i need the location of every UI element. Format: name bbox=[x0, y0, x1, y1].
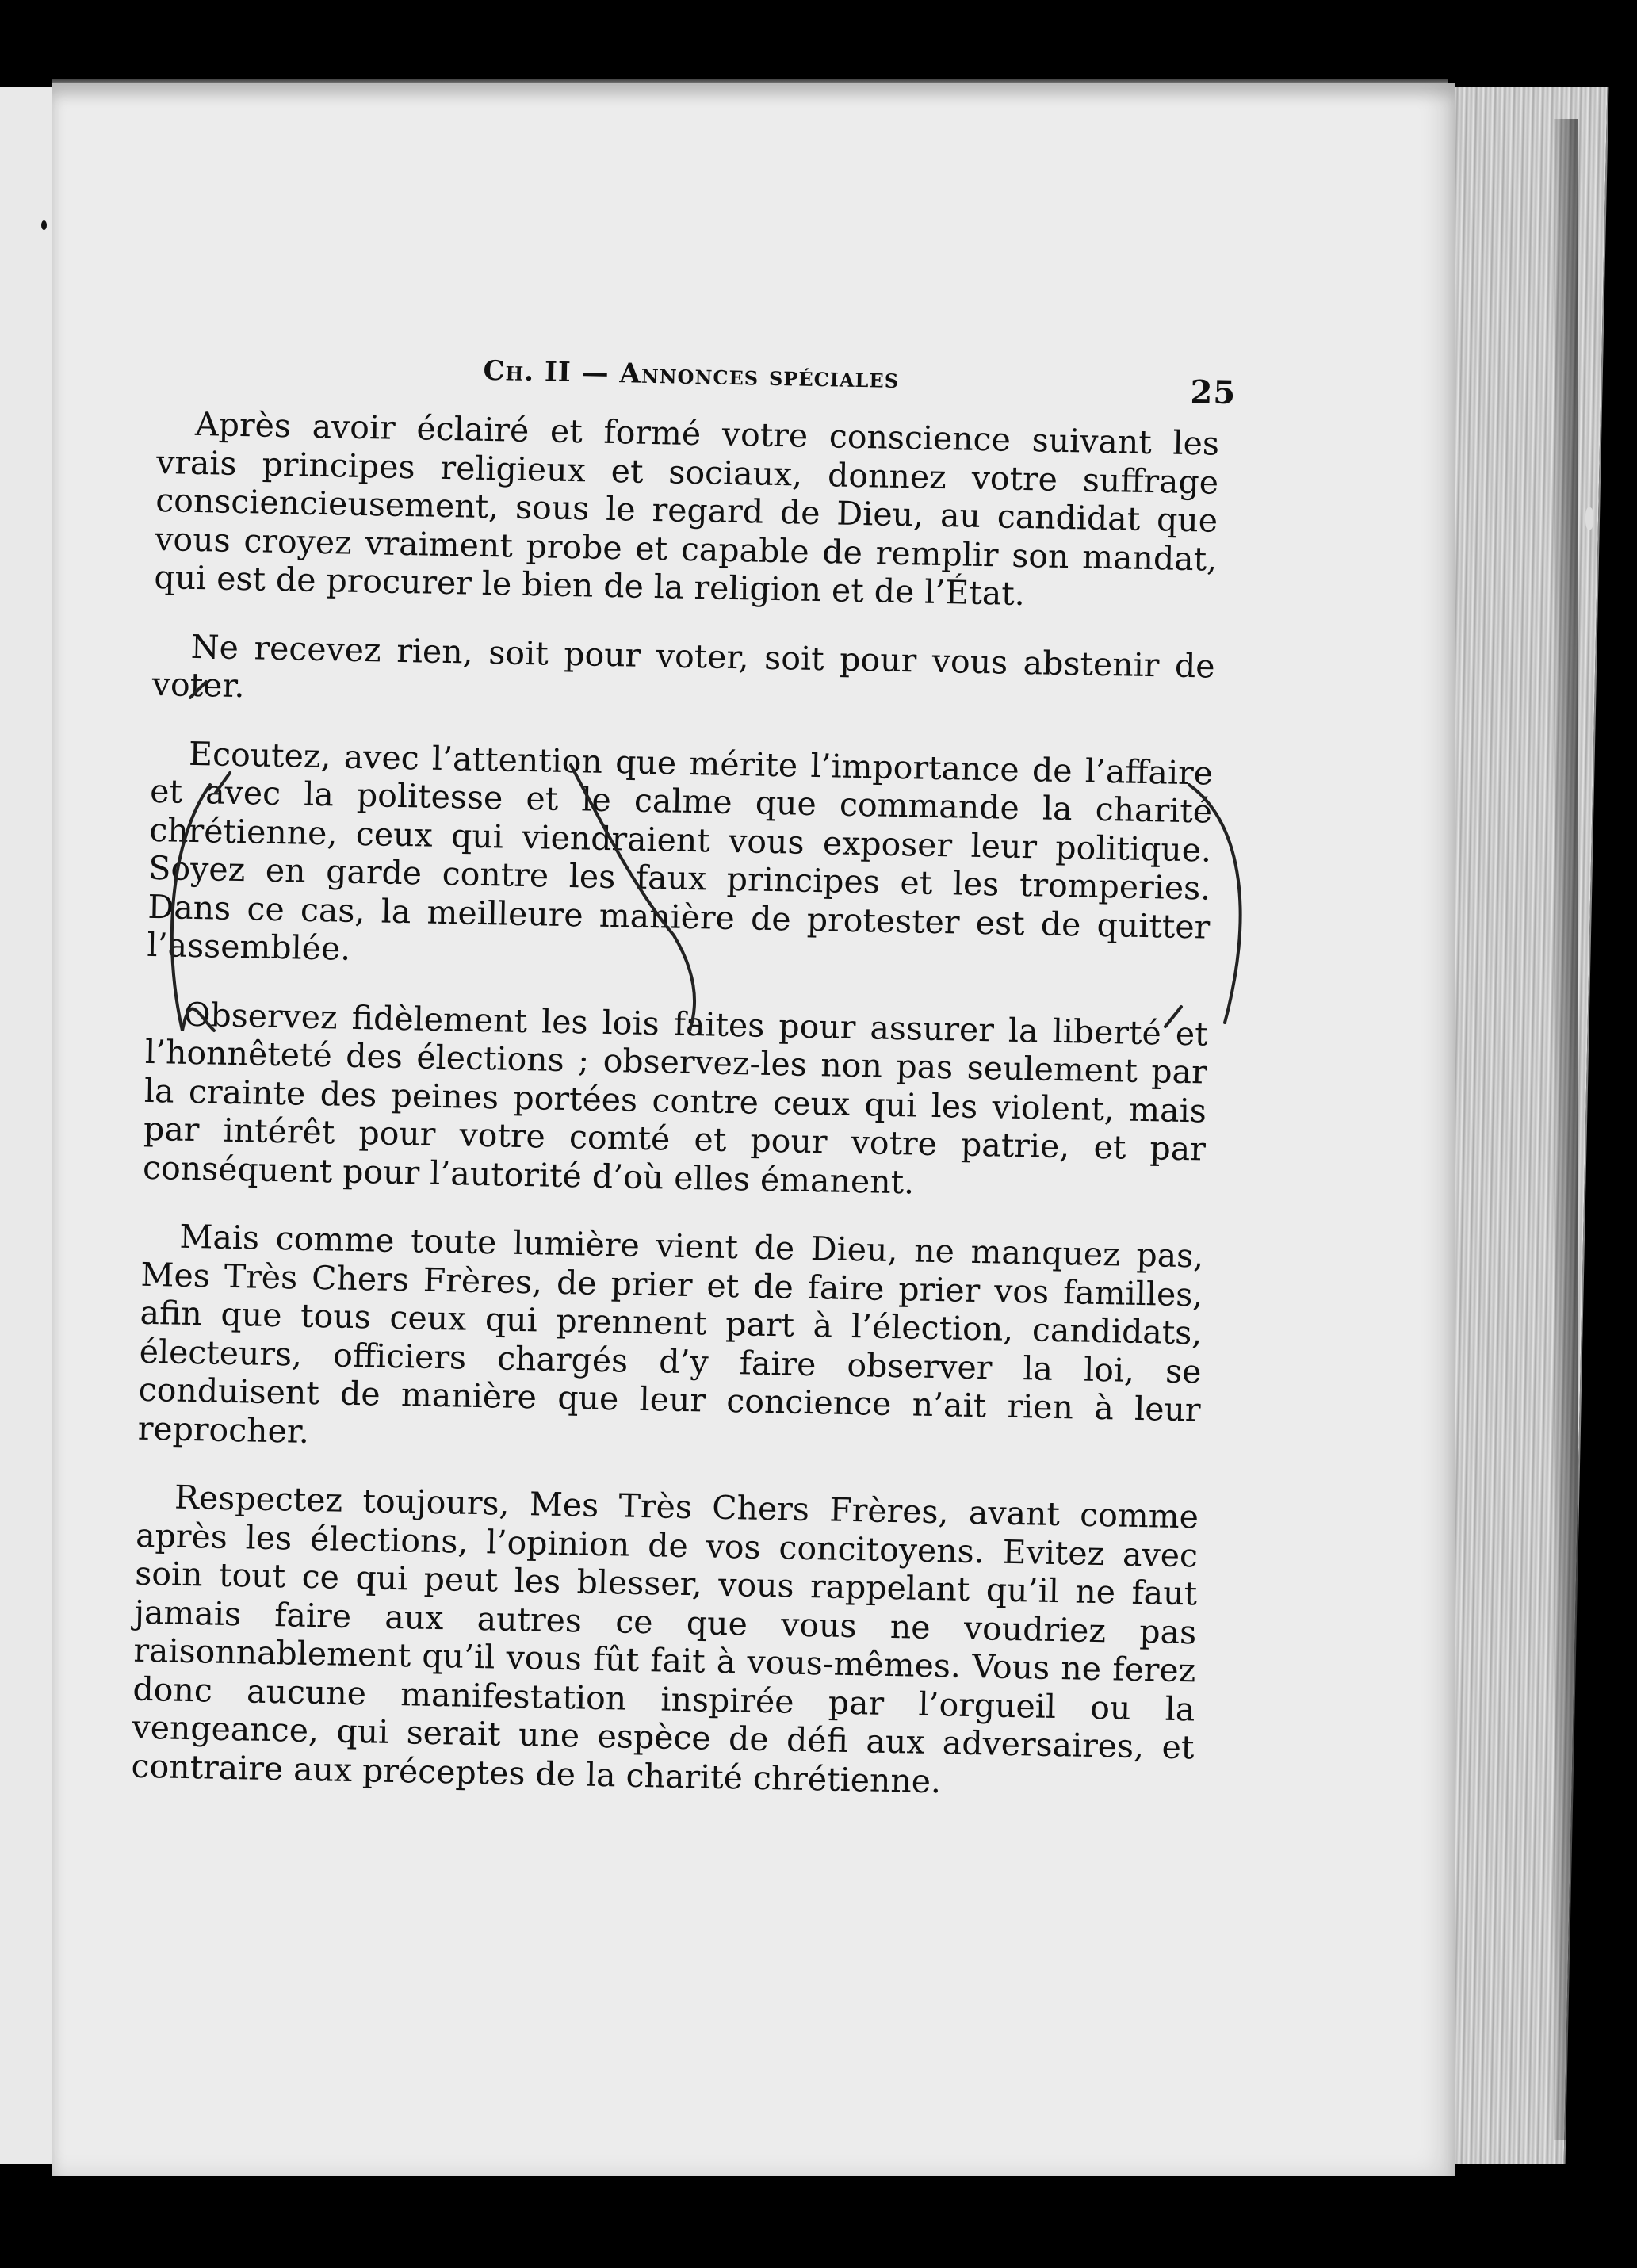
paragraph-2: Ne recevez rien, soit pour voter, soit pour vous abstenir de voter. bbox=[151, 627, 1216, 706]
paragraph-6: Respectez toujours, Mes Très Chers Frères, avant comme après les élections, l’opinion de vos concitoyens. Evitez avec soin tout ce qui peut les blesser, vous rappelant qu’il ne faut jamais faire aux autres ce que vous ne voudriez pas raisonnablement qu’il vous fût fait à vous-mêmes. Vous ne ferez donc aucune manifestation inspirée par l’orgueil ou la vengeance, qui serait une espèce de défi aux adversaires, et contraire aux préceptes de la charité chrétienne. bbox=[131, 1478, 1199, 1800]
page-block-shadow bbox=[1554, 119, 1578, 2140]
paragraph-1: Après avoir éclairé et formé votre conscience suivant les vrais principes religieux et sociaux, donnez votre suffrage consciencieusement, sous le regard de Dieu, au candidat que vous croyez vraiment probe et capable de remplir son mandat, qui est de procurer le bien de la religion et de l’État. bbox=[154, 404, 1220, 614]
page-content bbox=[130, 349, 1237, 1835]
paragraph-3: Ecoutez, avec l’attention que mérite l’importance de l’affaire et avec la politesse et le calme que commande la charité chrétienne, ceux qui viendraient vous exposer leur politique. Soyez en garde contre les faux principes et les tromperies. Dans ce cas, la meilleure manière de protester est de quitter l’assemblée. bbox=[147, 734, 1214, 968]
paragraph-4: Observez fidèlement les lois faites pour assurer la liberté et l’honnêteté des élections ; observez-les non pas seulement par la crainte des peines portées contre ceux qui les violent, mais par intérêt pour votre comté et pour votre patrie, et par conséquent pour l’autorité d’où elles émanent. bbox=[142, 995, 1209, 1201]
margin-speck bbox=[41, 220, 47, 230]
paragraph-5: Mais comme toute lumière vient de Dieu, ne manquez pas, Mes Très Chers Frères, de prier et de faire prier vos familles, afin que tous ceux qui prennent part à l’élection, candidats, électeurs, officiers chargés d’y faire observer la loi, se conduisent de manière que leur concience n’ait rien à leur reprocher. bbox=[137, 1217, 1204, 1451]
margin-speck bbox=[1585, 507, 1593, 530]
page-number: 25 bbox=[1190, 373, 1237, 412]
running-title: Ch. II — Annonces spéciales bbox=[483, 354, 900, 395]
facing-page-edge bbox=[0, 87, 55, 2164]
